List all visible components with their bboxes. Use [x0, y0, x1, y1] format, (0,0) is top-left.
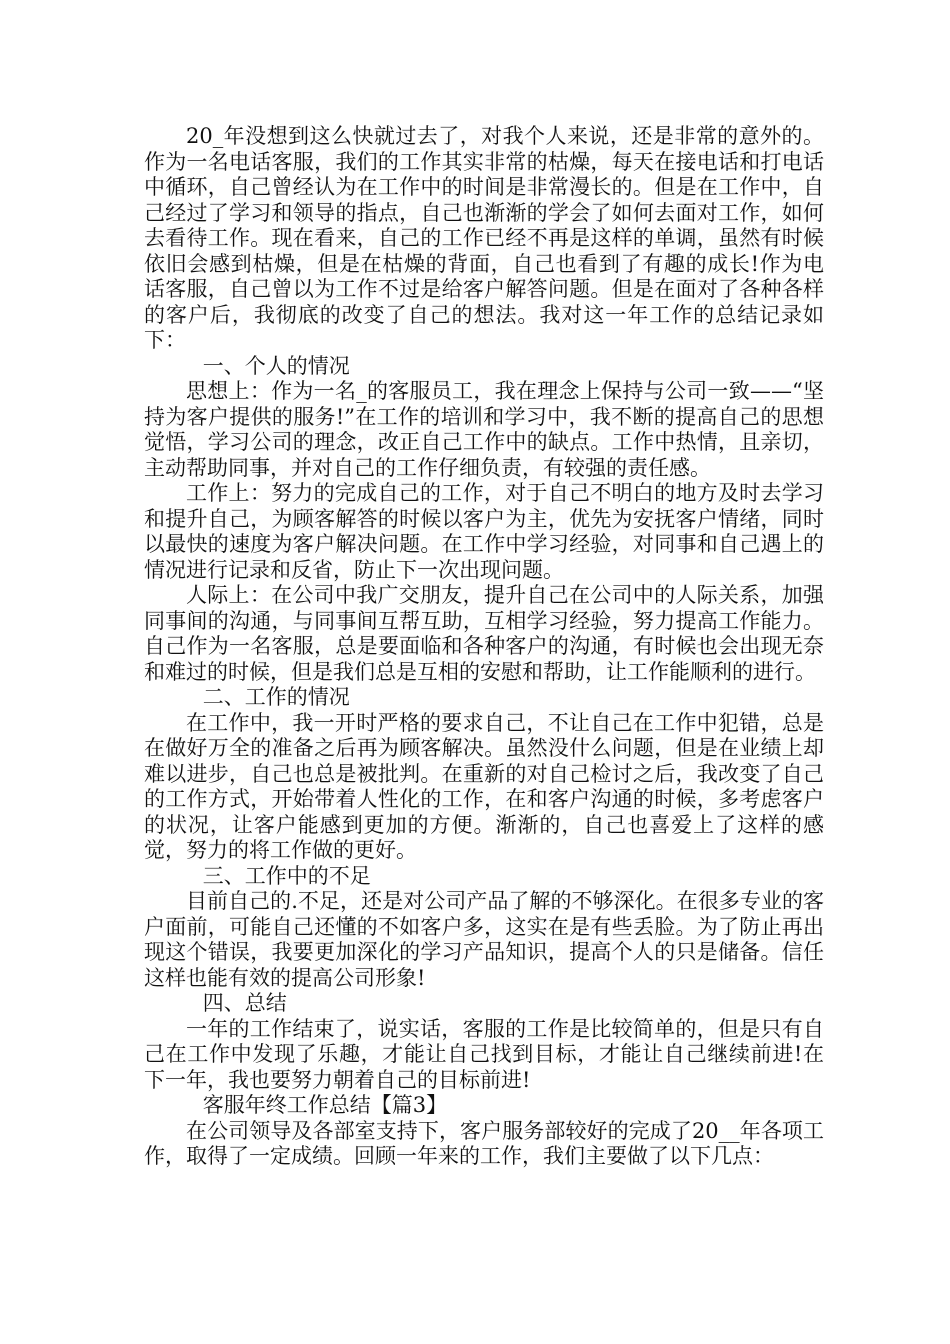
intro-paragraph: 20_年没想到这么快就过去了，对我个人来说，还是非常的意外的。作为一名电话客服，我们的工作其实非常的枯燥，每天在接电话和打电话中循环，自己曾经认为在工作中的时间是非常漫长的。但是在工作中，自己经过了学习和领导的指点，自己也渐渐的学会了如何去面对工作，如何去看待工作。现在看来，自己的工作已经不再是这样的单调，虽然有时候依旧会感到枯燥，但是在枯燥的背面，自己也看到了有趣的成长!作为电话客服，自己曾以为工作不过是给客户解答问题。但是在面对了各种各样的客户后，我彻底的改变了自己的想法。我对这一年工作的总结记录如下： [144, 124, 824, 352]
section-heading-personal: 一、个人的情况 [202, 353, 350, 378]
article-title-part3: 客服年终工作总结【篇3】 [202, 1093, 448, 1117]
section-heading-shortcomings: 三、工作中的不足 [202, 863, 371, 888]
paragraph-interpersonal: 人际上：在公司中我广交朋友，提升自己在公司中的人际关系，加强同事间的沟通，与同事间互帮互助，互相学习经验，努力提高工作能力。自己作为一名客服，总是要面临和各种客户的沟通，有时候也会出现无奈和难过的时候，但是我们总是互相的安慰和帮助，让工作能顺利的进行。 [144, 583, 824, 684]
section-heading-work: 二、工作的情况 [202, 685, 350, 709]
paragraph-work-situation: 在工作中，我一开时严格的要求自己，不让自己在工作中犯错，总是在做好万全的准备之后再为顾客解决。虽然没什么问题，但是在业绩上却难以进步，自己也总是被批判。在重新的对自己检讨之后，我改变了自己的工作方式，开始带着人性化的工作，在和客户沟通的时候，多考虑客户的状况，让客户能感到更加的方便。渐渐的，自己也喜爱上了这样的感觉，努力的将工作做的更好。 [144, 710, 824, 862]
paragraph-part3-intro: 在公司领导及各部室支持下，客户服务部较好的完成了20__年各项工作，取得了一定成绩。回顾一年来的工作，我们主要做了以下几点： [144, 1118, 824, 1168]
paragraph-thought: 思想上：作为一名_的客服员工，我在理念上保持与公司一致——“坚持为客户提供的服务!”在工作的培训和学习中，我不断的提高自己的思想觉悟，学习公司的理念，改正自己工作中的缺点。工作中热情，且亲切，主动帮助同事，并对自己的工作仔细负责，有较强的责任感。 [144, 379, 824, 480]
paragraph-summary: 一年的工作结束了，说实话，客服的工作是比较简单的，但是只有自己在工作中发现了乐趣，才能让自己找到目标，才能让自己继续前进!在下一年，我也要努力朝着自己的目标前进! [144, 1016, 824, 1092]
document-body [144, 124, 824, 1170]
section-heading-summary: 四、总结 [202, 991, 287, 1015]
paragraph-shortcomings: 目前自己的.不足，还是对公司产品了解的不够深化。在很多专业的客户面前，可能自己还懂的不如客户多，这实在是有些丢脸。为了防止再出现这个错误，我要更加深化的学习产品知识，提高个人的只是储备。信任这样也能有效的提高公司形象! [144, 889, 824, 990]
paragraph-work: 工作上：努力的完成自己的工作，对于自己不明白的地方及时去学习和提升自己，为顾客解答的时候以客户为主，优先为安抚客户情绪，同时以最快的速度为客户解决问题。在工作中学习经验，对同事和自己遇上的情况进行记录和反省，防止下一次出现问题。 [144, 481, 824, 582]
